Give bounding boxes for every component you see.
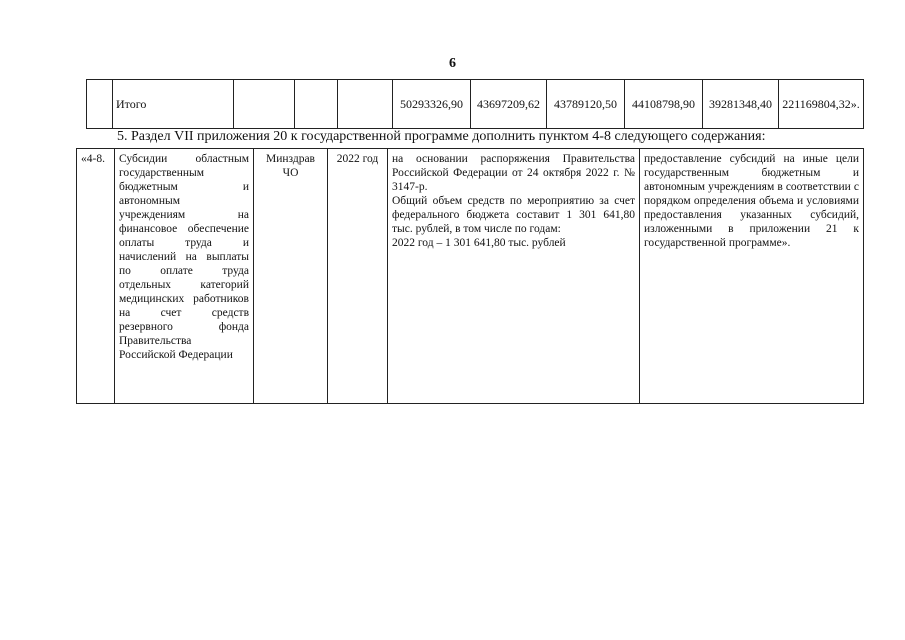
totals-empty-cell bbox=[234, 80, 295, 129]
totals-label: Итого bbox=[113, 80, 234, 129]
item-result: предоставление субсидий на иные цели государственным бюджетным и автономным учреждениям в соответствии с порядком определения объема и условиями предоставления указанных субсидий, изложенными в приложении 21 к государственной программе». bbox=[640, 149, 864, 404]
measure-row bbox=[77, 149, 864, 404]
basis-paragraph-3: 2022 год – 1 301 641,80 тыс. рублей bbox=[392, 237, 566, 249]
measure-table bbox=[76, 148, 864, 404]
totals-value: 50293326,90 bbox=[393, 80, 471, 129]
totals-value: 44108798,90 bbox=[625, 80, 703, 129]
totals-value: 39281348,40 bbox=[703, 80, 779, 129]
amendment-instruction: 5. Раздел VII приложения 20 к государственной программе дополнить пунктом 4-8 следующего содержания: bbox=[117, 129, 766, 144]
totals-empty-cell bbox=[338, 80, 393, 129]
page-number: 6 bbox=[449, 56, 456, 71]
totals-row bbox=[87, 80, 864, 129]
basis-paragraph-1: на основании распоряжения Правительства Российской Федерации от 24 октября 2022 г. № 3147-р. bbox=[392, 153, 635, 193]
item-executor: Минздрав ЧО bbox=[254, 149, 328, 404]
totals-table bbox=[86, 79, 864, 129]
totals-value: 43789120,50 bbox=[547, 80, 625, 129]
item-number: «4-8. bbox=[77, 149, 115, 404]
totals-value: 43697209,62 bbox=[471, 80, 547, 129]
item-name: Субсидии областным государственным бюджетным и автономным учреждениям на финансовое обеспечение оплаты труда и начислений на выплаты по оплате труда отдельных категорий медицинских работников на счет средств резервного фонда Правительства Российской Федерации bbox=[115, 149, 254, 404]
item-year: 2022 год bbox=[328, 149, 388, 404]
totals-value: 221169804,32». bbox=[779, 80, 864, 129]
totals-empty-cell bbox=[295, 80, 338, 129]
totals-empty-cell bbox=[87, 80, 113, 129]
basis-paragraph-2: Общий объем средств по мероприятию за счет федерального бюджета составит 1 301 641,80 тыс. рублей, в том числе по годам: bbox=[392, 195, 635, 235]
item-basis bbox=[388, 149, 640, 404]
